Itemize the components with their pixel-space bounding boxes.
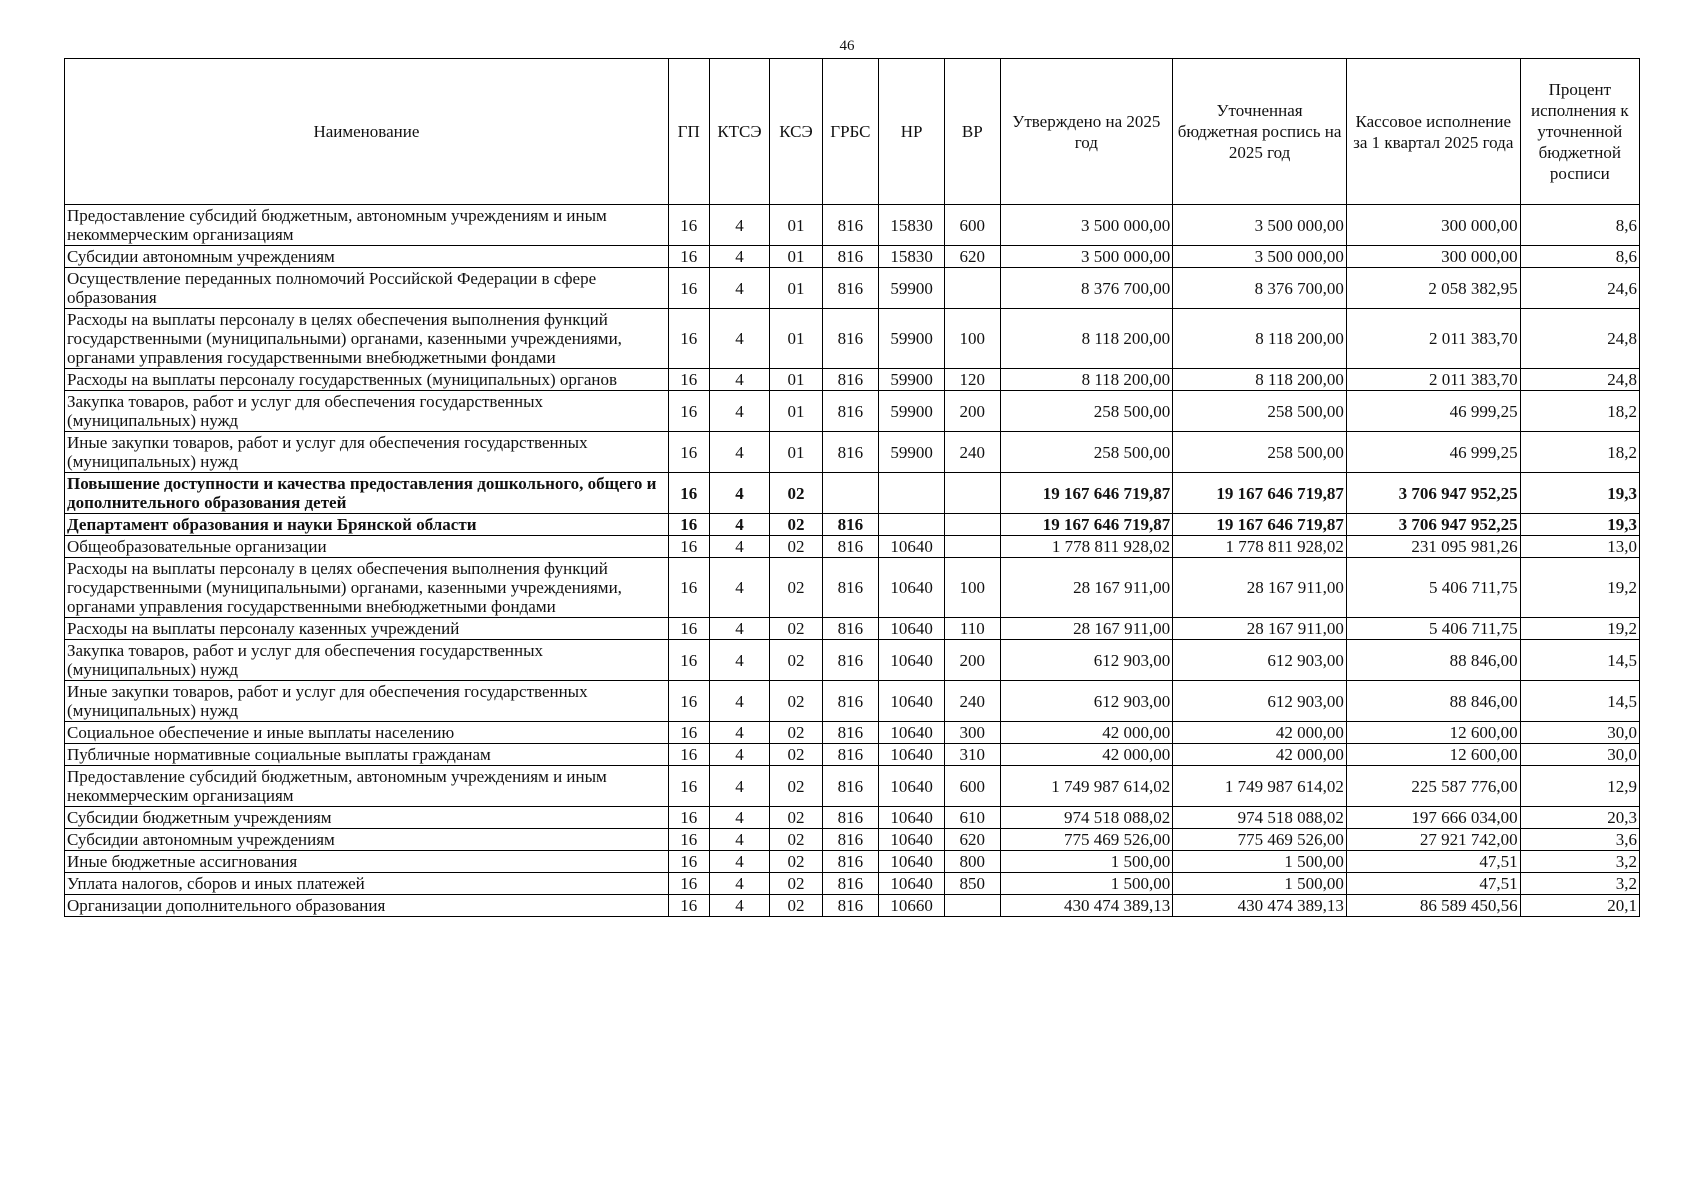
- cell-grbs: 816: [822, 558, 879, 618]
- cell-vr: 120: [945, 369, 1000, 391]
- cell-gp: 16: [668, 514, 709, 536]
- cell-cash: 197 666 034,00: [1346, 807, 1520, 829]
- cell-name: Предоставление субсидий бюджетным, автономным учреждениям и иным некоммерческим организациям: [65, 205, 669, 246]
- cell-kse: 02: [770, 873, 822, 895]
- cell-cash: 88 846,00: [1346, 681, 1520, 722]
- table-row: [65, 829, 1640, 851]
- cell-name: Субсидии бюджетным учреждениям: [65, 807, 669, 829]
- table-row: [65, 618, 1640, 640]
- table-row: [65, 558, 1640, 618]
- cell-np: 10640: [879, 558, 945, 618]
- cell-ktse: 4: [709, 369, 770, 391]
- cell-name: Департамент образования и науки Брянской области: [65, 514, 669, 536]
- cell-cash: 2 058 382,95: [1346, 268, 1520, 309]
- cell-percent: 19,3: [1520, 473, 1639, 514]
- table-row: [65, 536, 1640, 558]
- cell-ktse: 4: [709, 681, 770, 722]
- cell-cash: 27 921 742,00: [1346, 829, 1520, 851]
- cell-percent: 20,3: [1520, 807, 1639, 829]
- cell-percent: 30,0: [1520, 744, 1639, 766]
- cell-refined: 430 474 389,13: [1173, 895, 1347, 917]
- cell-approved: 3 500 000,00: [1000, 205, 1173, 246]
- cell-np: 10660: [879, 895, 945, 917]
- cell-percent: 13,0: [1520, 536, 1639, 558]
- cell-name: Субсидии автономным учреждениям: [65, 246, 669, 268]
- cell-approved: 42 000,00: [1000, 722, 1173, 744]
- cell-np: 59900: [879, 369, 945, 391]
- cell-gp: 16: [668, 618, 709, 640]
- cell-name: Осуществление переданных полномочий Российской Федерации в сфере образования: [65, 268, 669, 309]
- cell-ktse: 4: [709, 432, 770, 473]
- cell-ktse: 4: [709, 391, 770, 432]
- cell-grbs: [822, 473, 879, 514]
- cell-approved: 1 500,00: [1000, 873, 1173, 895]
- cell-approved: 430 474 389,13: [1000, 895, 1173, 917]
- cell-refined: 8 376 700,00: [1173, 268, 1347, 309]
- cell-grbs: 816: [822, 309, 879, 369]
- cell-refined: 775 469 526,00: [1173, 829, 1347, 851]
- cell-vr: 600: [945, 766, 1000, 807]
- cell-kse: 01: [770, 205, 822, 246]
- cell-cash: 231 095 981,26: [1346, 536, 1520, 558]
- cell-cash: 47,51: [1346, 851, 1520, 873]
- cell-approved: 1 500,00: [1000, 851, 1173, 873]
- cell-percent: 20,1: [1520, 895, 1639, 917]
- cell-grbs: 816: [822, 895, 879, 917]
- cell-approved: 19 167 646 719,87: [1000, 473, 1173, 514]
- table-row: [65, 744, 1640, 766]
- cell-ktse: 4: [709, 829, 770, 851]
- cell-grbs: 816: [822, 536, 879, 558]
- cell-vr: 620: [945, 829, 1000, 851]
- cell-gp: 16: [668, 766, 709, 807]
- cell-ktse: 4: [709, 895, 770, 917]
- column-header-ktse: КТСЭ: [709, 59, 770, 205]
- cell-vr: 240: [945, 432, 1000, 473]
- cell-np: 10640: [879, 851, 945, 873]
- cell-approved: 8 376 700,00: [1000, 268, 1173, 309]
- cell-refined: 1 749 987 614,02: [1173, 766, 1347, 807]
- cell-name: Иные закупки товаров, работ и услуг для обеспечения государственных (муниципальных) нужд: [65, 681, 669, 722]
- cell-np: 10640: [879, 873, 945, 895]
- column-header-grbs: ГРБС: [822, 59, 879, 205]
- cell-percent: 3,2: [1520, 851, 1639, 873]
- cell-vr: 610: [945, 807, 1000, 829]
- cell-kse: 02: [770, 766, 822, 807]
- cell-np: 10640: [879, 640, 945, 681]
- cell-ktse: 4: [709, 640, 770, 681]
- cell-percent: 18,2: [1520, 391, 1639, 432]
- cell-cash: 3 706 947 952,25: [1346, 514, 1520, 536]
- cell-cash: 46 999,25: [1346, 432, 1520, 473]
- cell-vr: [945, 895, 1000, 917]
- column-header-vr: ВР: [945, 59, 1000, 205]
- cell-gp: 16: [668, 851, 709, 873]
- cell-vr: 600: [945, 205, 1000, 246]
- table-row: [65, 246, 1640, 268]
- cell-vr: 310: [945, 744, 1000, 766]
- cell-np: 59900: [879, 268, 945, 309]
- cell-name: Предоставление субсидий бюджетным, автономным учреждениям и иным некоммерческим организациям: [65, 766, 669, 807]
- table-row: [65, 514, 1640, 536]
- cell-approved: 28 167 911,00: [1000, 618, 1173, 640]
- table-row: [65, 205, 1640, 246]
- cell-percent: 3,2: [1520, 873, 1639, 895]
- cell-approved: 612 903,00: [1000, 640, 1173, 681]
- cell-gp: 16: [668, 829, 709, 851]
- cell-np: 10640: [879, 807, 945, 829]
- cell-gp: 16: [668, 432, 709, 473]
- cell-kse: 02: [770, 829, 822, 851]
- table-row: [65, 807, 1640, 829]
- cell-np: 10640: [879, 829, 945, 851]
- column-header-percent: Процент исполнения к уточненной бюджетной росписи: [1520, 59, 1639, 205]
- cell-kse: 01: [770, 369, 822, 391]
- cell-ktse: 4: [709, 807, 770, 829]
- cell-approved: 8 118 200,00: [1000, 369, 1173, 391]
- cell-kse: 01: [770, 309, 822, 369]
- table-row: [65, 681, 1640, 722]
- cell-vr: 200: [945, 391, 1000, 432]
- cell-grbs: 816: [822, 722, 879, 744]
- cell-cash: 300 000,00: [1346, 205, 1520, 246]
- cell-name: Иные закупки товаров, работ и услуг для обеспечения государственных (муниципальных) нужд: [65, 432, 669, 473]
- cell-kse: 02: [770, 536, 822, 558]
- cell-gp: 16: [668, 873, 709, 895]
- cell-ktse: 4: [709, 558, 770, 618]
- cell-cash: 12 600,00: [1346, 744, 1520, 766]
- cell-gp: 16: [668, 391, 709, 432]
- cell-kse: 02: [770, 807, 822, 829]
- cell-grbs: 816: [822, 618, 879, 640]
- cell-kse: 02: [770, 514, 822, 536]
- cell-np: [879, 473, 945, 514]
- cell-approved: 3 500 000,00: [1000, 246, 1173, 268]
- table-row: [65, 851, 1640, 873]
- table-row: [65, 432, 1640, 473]
- cell-vr: 620: [945, 246, 1000, 268]
- cell-ktse: 4: [709, 473, 770, 514]
- cell-refined: 974 518 088,02: [1173, 807, 1347, 829]
- cell-np: 59900: [879, 309, 945, 369]
- table-row: [65, 895, 1640, 917]
- cell-approved: 974 518 088,02: [1000, 807, 1173, 829]
- table-body: [65, 205, 1640, 917]
- cell-percent: 19,3: [1520, 514, 1639, 536]
- cell-name: Общеобразовательные организации: [65, 536, 669, 558]
- cell-percent: 3,6: [1520, 829, 1639, 851]
- cell-kse: 02: [770, 681, 822, 722]
- cell-cash: 2 011 383,70: [1346, 309, 1520, 369]
- column-header-refined: Уточненная бюджетная роспись на 2025 год: [1173, 59, 1347, 205]
- cell-ktse: 4: [709, 766, 770, 807]
- table-row: [65, 391, 1640, 432]
- cell-name: Расходы на выплаты персоналу государственных (муниципальных) органов: [65, 369, 669, 391]
- cell-ktse: 4: [709, 246, 770, 268]
- budget-execution-table: [64, 58, 1640, 917]
- table-row: [65, 640, 1640, 681]
- cell-kse: 02: [770, 722, 822, 744]
- cell-approved: 258 500,00: [1000, 391, 1173, 432]
- cell-ktse: 4: [709, 536, 770, 558]
- column-header-np: НР: [879, 59, 945, 205]
- cell-percent: 19,2: [1520, 558, 1639, 618]
- cell-grbs: 816: [822, 766, 879, 807]
- cell-kse: 02: [770, 558, 822, 618]
- cell-ktse: 4: [709, 722, 770, 744]
- table-row: [65, 268, 1640, 309]
- cell-ktse: 4: [709, 851, 770, 873]
- page-number: 46: [839, 38, 855, 54]
- cell-cash: 5 406 711,75: [1346, 558, 1520, 618]
- cell-kse: 02: [770, 640, 822, 681]
- cell-kse: 01: [770, 246, 822, 268]
- cell-refined: 1 500,00: [1173, 873, 1347, 895]
- cell-vr: 200: [945, 640, 1000, 681]
- cell-gp: 16: [668, 722, 709, 744]
- cell-gp: 16: [668, 807, 709, 829]
- cell-ktse: 4: [709, 618, 770, 640]
- cell-refined: 1 778 811 928,02: [1173, 536, 1347, 558]
- cell-approved: 8 118 200,00: [1000, 309, 1173, 369]
- cell-grbs: 816: [822, 432, 879, 473]
- cell-refined: 3 500 000,00: [1173, 205, 1347, 246]
- cell-refined: 28 167 911,00: [1173, 558, 1347, 618]
- cell-refined: 258 500,00: [1173, 432, 1347, 473]
- cell-refined: 3 500 000,00: [1173, 246, 1347, 268]
- cell-gp: 16: [668, 246, 709, 268]
- cell-grbs: 816: [822, 268, 879, 309]
- cell-np: 10640: [879, 766, 945, 807]
- cell-kse: 01: [770, 268, 822, 309]
- cell-refined: 258 500,00: [1173, 391, 1347, 432]
- cell-cash: 3 706 947 952,25: [1346, 473, 1520, 514]
- cell-cash: 225 587 776,00: [1346, 766, 1520, 807]
- cell-vr: 100: [945, 309, 1000, 369]
- table-row: [65, 873, 1640, 895]
- cell-refined: 19 167 646 719,87: [1173, 514, 1347, 536]
- cell-np: 59900: [879, 391, 945, 432]
- cell-grbs: 816: [822, 205, 879, 246]
- cell-refined: 612 903,00: [1173, 681, 1347, 722]
- cell-ktse: 4: [709, 268, 770, 309]
- cell-vr: [945, 514, 1000, 536]
- cell-percent: 24,8: [1520, 309, 1639, 369]
- cell-vr: 240: [945, 681, 1000, 722]
- cell-gp: 16: [668, 558, 709, 618]
- cell-kse: 02: [770, 851, 822, 873]
- column-header-gp: ГП: [668, 59, 709, 205]
- cell-approved: 1 778 811 928,02: [1000, 536, 1173, 558]
- cell-approved: 775 469 526,00: [1000, 829, 1173, 851]
- cell-name: Расходы на выплаты персоналу казенных учреждений: [65, 618, 669, 640]
- cell-gp: 16: [668, 681, 709, 722]
- cell-approved: 1 749 987 614,02: [1000, 766, 1173, 807]
- cell-vr: 300: [945, 722, 1000, 744]
- cell-approved: 19 167 646 719,87: [1000, 514, 1173, 536]
- cell-name: Публичные нормативные социальные выплаты гражданам: [65, 744, 669, 766]
- cell-cash: 2 011 383,70: [1346, 369, 1520, 391]
- cell-name: Иные бюджетные ассигнования: [65, 851, 669, 873]
- column-header-cash: Кассовое исполнение за 1 квартал 2025 года: [1346, 59, 1520, 205]
- cell-refined: 1 500,00: [1173, 851, 1347, 873]
- cell-percent: 30,0: [1520, 722, 1639, 744]
- cell-np: 10640: [879, 536, 945, 558]
- cell-vr: 850: [945, 873, 1000, 895]
- cell-name: Расходы на выплаты персоналу в целях обеспечения выполнения функций государственными (муниципальными) органами, казенными учреждениями, органами управления государственными внебюджетными фондами: [65, 309, 669, 369]
- cell-percent: 19,2: [1520, 618, 1639, 640]
- cell-gp: 16: [668, 473, 709, 514]
- cell-grbs: 816: [822, 391, 879, 432]
- cell-name: Субсидии автономным учреждениям: [65, 829, 669, 851]
- cell-np: 10640: [879, 722, 945, 744]
- cell-grbs: 816: [822, 829, 879, 851]
- table-header-row: [65, 59, 1640, 205]
- cell-kse: 02: [770, 895, 822, 917]
- cell-ktse: 4: [709, 744, 770, 766]
- cell-vr: [945, 536, 1000, 558]
- cell-refined: 28 167 911,00: [1173, 618, 1347, 640]
- cell-np: 15830: [879, 205, 945, 246]
- cell-vr: 110: [945, 618, 1000, 640]
- cell-cash: 300 000,00: [1346, 246, 1520, 268]
- cell-kse: 02: [770, 473, 822, 514]
- column-header-approved: Утверждено на 2025 год: [1000, 59, 1173, 205]
- cell-grbs: 816: [822, 851, 879, 873]
- cell-np: 10640: [879, 681, 945, 722]
- cell-percent: 24,8: [1520, 369, 1639, 391]
- cell-kse: 01: [770, 391, 822, 432]
- cell-approved: 28 167 911,00: [1000, 558, 1173, 618]
- cell-gp: 16: [668, 369, 709, 391]
- cell-kse: 02: [770, 618, 822, 640]
- cell-gp: 16: [668, 205, 709, 246]
- cell-ktse: 4: [709, 514, 770, 536]
- cell-cash: 88 846,00: [1346, 640, 1520, 681]
- cell-refined: 42 000,00: [1173, 722, 1347, 744]
- cell-approved: 258 500,00: [1000, 432, 1173, 473]
- cell-approved: 612 903,00: [1000, 681, 1173, 722]
- cell-refined: 42 000,00: [1173, 744, 1347, 766]
- cell-gp: 16: [668, 640, 709, 681]
- cell-name: Расходы на выплаты персоналу в целях обеспечения выполнения функций государственными (муниципальными) органами, казенными учреждениями, органами управления государственными внебюджетными фондами: [65, 558, 669, 618]
- cell-percent: 24,6: [1520, 268, 1639, 309]
- cell-name: Организации дополнительного образования: [65, 895, 669, 917]
- cell-percent: 8,6: [1520, 246, 1639, 268]
- cell-kse: 01: [770, 432, 822, 473]
- table-row: [65, 722, 1640, 744]
- cell-name: Социальное обеспечение и иные выплаты населению: [65, 722, 669, 744]
- cell-gp: 16: [668, 309, 709, 369]
- cell-ktse: 4: [709, 873, 770, 895]
- cell-grbs: 816: [822, 246, 879, 268]
- cell-percent: 14,5: [1520, 640, 1639, 681]
- cell-vr: 800: [945, 851, 1000, 873]
- cell-np: 15830: [879, 246, 945, 268]
- cell-np: 10640: [879, 618, 945, 640]
- cell-percent: 12,9: [1520, 766, 1639, 807]
- cell-kse: 02: [770, 744, 822, 766]
- cell-np: 10640: [879, 744, 945, 766]
- cell-cash: 46 999,25: [1346, 391, 1520, 432]
- cell-refined: 8 118 200,00: [1173, 369, 1347, 391]
- cell-percent: 18,2: [1520, 432, 1639, 473]
- cell-percent: 14,5: [1520, 681, 1639, 722]
- cell-vr: [945, 268, 1000, 309]
- cell-cash: 47,51: [1346, 873, 1520, 895]
- cell-cash: 12 600,00: [1346, 722, 1520, 744]
- cell-np: 59900: [879, 432, 945, 473]
- column-header-kse: КСЭ: [770, 59, 822, 205]
- cell-name: Уплата налогов, сборов и иных платежей: [65, 873, 669, 895]
- cell-approved: 42 000,00: [1000, 744, 1173, 766]
- table-row: [65, 309, 1640, 369]
- cell-grbs: 816: [822, 744, 879, 766]
- cell-grbs: 816: [822, 681, 879, 722]
- cell-gp: 16: [668, 268, 709, 309]
- cell-refined: 8 118 200,00: [1173, 309, 1347, 369]
- cell-vr: [945, 473, 1000, 514]
- cell-np: [879, 514, 945, 536]
- cell-grbs: 816: [822, 640, 879, 681]
- table-row: [65, 369, 1640, 391]
- cell-grbs: 816: [822, 873, 879, 895]
- table-row: [65, 473, 1640, 514]
- cell-vr: 100: [945, 558, 1000, 618]
- cell-name: Закупка товаров, работ и услуг для обеспечения государственных (муниципальных) нужд: [65, 391, 669, 432]
- table-row: [65, 766, 1640, 807]
- cell-cash: 86 589 450,56: [1346, 895, 1520, 917]
- cell-refined: 19 167 646 719,87: [1173, 473, 1347, 514]
- cell-gp: 16: [668, 744, 709, 766]
- cell-name: Повышение доступности и качества предоставления дошкольного, общего и дополнительного образования детей: [65, 473, 669, 514]
- cell-refined: 612 903,00: [1173, 640, 1347, 681]
- cell-grbs: 816: [822, 369, 879, 391]
- cell-name: Закупка товаров, работ и услуг для обеспечения государственных (муниципальных) нужд: [65, 640, 669, 681]
- cell-gp: 16: [668, 895, 709, 917]
- cell-cash: 5 406 711,75: [1346, 618, 1520, 640]
- cell-ktse: 4: [709, 205, 770, 246]
- cell-ktse: 4: [709, 309, 770, 369]
- cell-percent: 8,6: [1520, 205, 1639, 246]
- cell-grbs: 816: [822, 514, 879, 536]
- cell-grbs: 816: [822, 807, 879, 829]
- column-header-name: Наименование: [65, 59, 669, 205]
- cell-gp: 16: [668, 536, 709, 558]
